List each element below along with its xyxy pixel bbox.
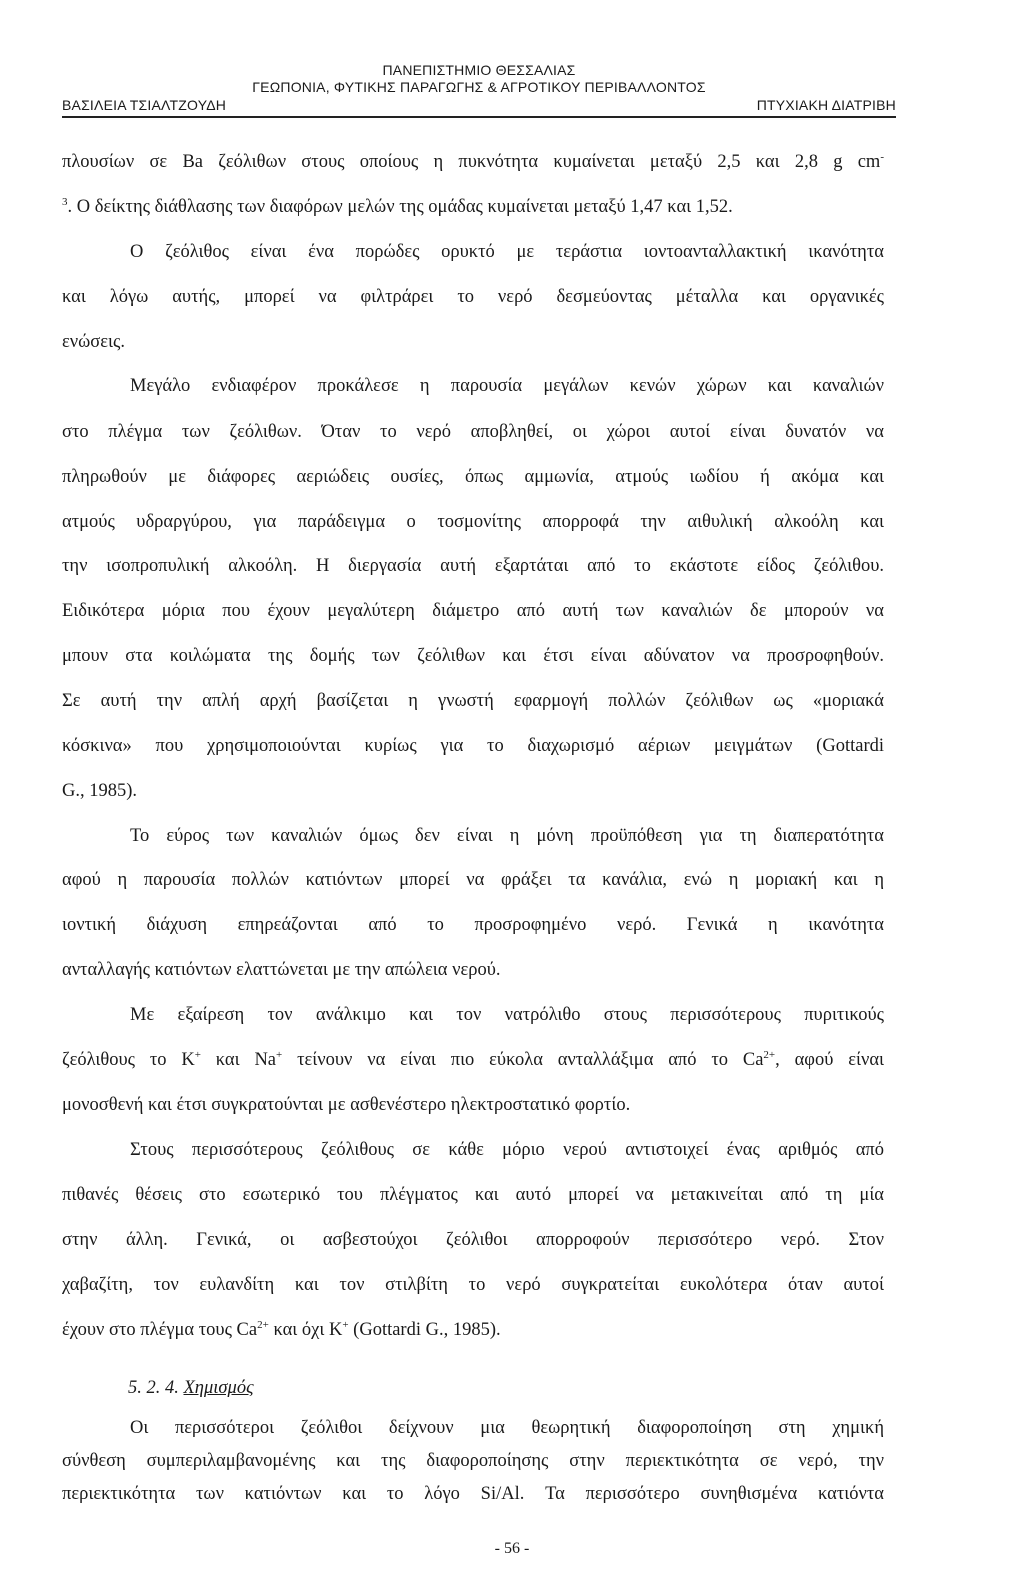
text-line: ατμούς υδραργύρου, για παράδειγμα ο τοσμονίτης απορροφά την αιθυλική αλκοόλη και xyxy=(62,512,884,532)
text-line: Οι περισσότεροι ζεόλιθοι δείχνουν μια θεωρητική διαφοροποίηση στη χημική xyxy=(130,1418,884,1438)
text-line: πλουσίων σε Ba ζεόλιθων στους οποίους η πυκνότητα κυμαίνεται μεταξύ 2,5 και 2,8 g cm- xyxy=(62,151,884,172)
text-line: ζεόλιθους το K+ και Na+ τείνουν να είναι πιο εύκολα ανταλλάξιμα από το $Ca^{2+}$, αφού είναι xyxy=(62,1049,884,1070)
text-line: Μεγάλο ενδιαφέρον προκάλεσε η παρουσία μεγάλων κενών χώρων και καναλιών xyxy=(130,376,884,396)
text-line: κόσκινα» που χρησιμοποιούνται κυρίως για το διαχωρισμό αέριων μειγμάτων (Gottardi xyxy=(62,736,884,756)
text-line: πληρωθούν με διάφορες αεριώδεις ουσίες, όπως αμμωνία, ατμούς ιωδίου ή ακόμα και xyxy=(62,467,884,487)
text-line: Στους περισσότερους ζεόλιθους σε κάθε μόριο νερού αντιστοιχεί ένας αριθμός από xyxy=(130,1140,884,1160)
text-line: $^3$. Ο δείκτης διάθλασης των διαφόρων μελών της ομάδας κυμαίνεται μεταξύ 1,47 και 1,52. xyxy=(62,196,733,217)
section-heading xyxy=(128,1378,254,1399)
text-line: Σε αυτή την απλή αρχή βασίζεται η γνωστή εφαρμογή πολλών ζεόλιθων ως «μοριακά xyxy=(62,691,884,711)
text-line: Ο ζεόλιθος είναι ένα πορώδες ορυκτό με τεράστια ιοντοανταλλακτική ικανότητα xyxy=(130,242,884,262)
text-line: και λόγω αυτής, μπορεί να φιλτράρει το νερό δεσμεύοντας μέταλλα και οργανικές xyxy=(62,287,884,307)
header-university: ΠΑΝΕΠΙΣΤΗΜΙΟ ΘΕΣΣΑΛΙΑΣ xyxy=(382,62,576,78)
text-line: στην άλλη. Γενικά, οι ασβεστούχοι ζεόλιθοι απορροφούν περισσότερο νερό. Στον xyxy=(62,1230,884,1250)
page-number: - 56 - xyxy=(494,1540,530,1557)
text-line: ενώσεις. xyxy=(62,332,125,352)
text-line: Με εξαίρεση τον ανάλκιμο και τον νατρόλιθο στους περισσότερους πυριτικούς xyxy=(130,1005,884,1025)
text-line: μπουν στα κοιλώματα της δομής των ζεόλιθων και έτσι είναι αδύνατον να προσροφηθούν. xyxy=(62,646,884,666)
text-line: έχουν στο πλέγμα τους $Ca^{2+}$ και όχι K+ (Gottardi G., 1985). xyxy=(62,1319,501,1340)
header-rule xyxy=(62,116,896,118)
text-line: G., 1985). xyxy=(62,781,138,801)
header-author: ΒΑΣΙΛΕΙΑ ΤΣΙΑΛΤΖΟΥΔΗ xyxy=(62,97,227,113)
text-line: αφού η παρουσία πολλών κατιόντων μπορεί να φράξει τα κανάλια, ενώ η μοριακή και η xyxy=(62,870,884,890)
text-line: μονοσθενή και έτσι συγκρατούνται με ασθενέστερο ηλεκτροστατικό φορτίο. xyxy=(62,1095,631,1115)
text-line: περιεκτικότητα των κατιόντων και το λόγο Si/Al. Τα περισσότερο συνηθισμένα κατιόντα xyxy=(62,1484,884,1504)
header-department: ΓΕΩΠΟΝΙΑ, ΦΥΤΙΚΗΣ ΠΑΡΑΓΩΓΗΣ & ΑΓΡΟΤΙΚΟΥ ΠΕΡΙΒΑΛΛΟΝΤΟΣ xyxy=(252,79,706,95)
text-line: χαβαζίτη, τον ευλανδίτη και τον στιλβίτη το νερό συγκρατείται ευκολότερα όταν αυτοί xyxy=(62,1275,884,1295)
text-line: σύνθεση συμπεριλαμβανομένης και της διαφοροποίησης στην περιεκτικότητα σε νερό, την xyxy=(62,1451,884,1471)
text-line: ανταλλαγής κατιόντων ελαττώνεται με την απώλεια νερού. xyxy=(62,960,501,980)
text-line: Ειδικότερα μόρια που έχουν μεγαλύτερη διάμετρο από αυτή των καναλιών δε μπορούν να xyxy=(62,601,884,621)
page-header xyxy=(62,62,896,120)
header-document-type: ΠΤΥΧΙΑΚΗ ΔΙΑΤΡΙΒΗ xyxy=(756,97,896,113)
text-line: στο πλέγμα των ζεόλιθων. Όταν το νερό αποβληθεί, οι χώροι αυτοί είναι δυνατόν να xyxy=(62,422,884,442)
text-line: την ισοπροπυλική αλκοόλη. Η διεργασία αυτή εξαρτάται από το εκάστοτε είδος ζεόλιθου. xyxy=(62,556,884,576)
text-line: ιοντική διάχυση επηρεάζονται από το προσροφημένο νερό. Γενικά η ικανότητα xyxy=(62,915,884,935)
section-number: 5. 2. 4. xyxy=(128,1378,179,1398)
text-line: πιθανές θέσεις στο εσωτερικό του πλέγματος και αυτό μπορεί να μετακινείται από τη μία xyxy=(62,1185,884,1205)
text-line: Το εύρος των καναλιών όμως δεν είναι η μόνη προϋπόθεση για τη διαπερατότητα xyxy=(130,826,884,846)
section-title: Χημισμός xyxy=(183,1378,254,1398)
